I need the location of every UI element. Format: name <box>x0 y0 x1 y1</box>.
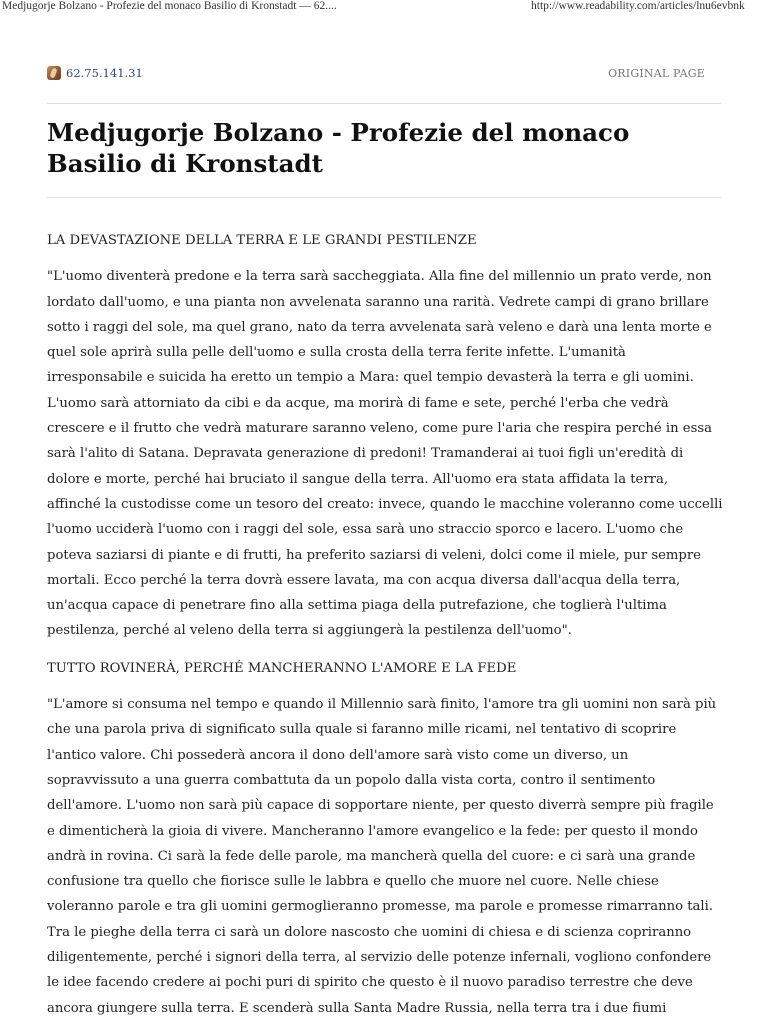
body-paragraph: "L'uomo diventerà predone e la terra sarà saccheggiata. Alla fine del millennio un prato verde, non lordato dall'uomo, e una pianta non avvelenata saranno una rarità. Vedrete campi di grano brillare sotto i raggi del sole, ma quel grano, nato da terra avvelenata sarà veleno e darà una lenta morte e quel sole aprirà sulla pelle dell'uomo e sulla crosta della terra ferite infette. L'umanità irresponsabile e suicida ha eretto un tempio a Mara: quel tempio devasterà la terra e gli uomini. L'uomo sarà attorniato da cibi e da acque, ma morirà di fame e sete, perché l'erba che vedrà crescere e il frutto che vedrà maturare saranno veleno, come pure l'aria che respira perché in essa sarà l'alito di Satana. Depravata generazione di predoni! Tramanderai ai tuoi figli un'eredità di dolore e morte, perché hai bruciato il sangue della terra. All'uomo era stata affidata la terra, affinché la custodisse come un tesoro del creato: invece, quando le macchine voleranno come uccelli l'uomo ucciderà l'uomo con i raggi del sole, essa sarà uno straccio sporco e lacero. L'uomo che poteva saziarsi di piante e di frutti, ha preferito saziarsi di veleni, dolci come il miele, pur sempre mortali. Ecco perché la terra dovrà essere lavata, ma con acqua diversa dall'acqua della terra, un'acqua capace di penetrare fino alla settima piaga della putrefazione, che toglierà l'ultima pestilenza, perché al veleno della terra si aggiungerà la pestilenza dell'uomo". <box>47 269 723 639</box>
title-divider <box>47 197 721 198</box>
byline <box>47 66 143 80</box>
print-header <box>0 0 768 14</box>
print-header-title: Medjugorje Bolzano - Profezie del monaco Basilio di Kronstadt — 62.... <box>2 0 337 12</box>
print-header-url: http://www.readability.com/articles/lnu6evbnk <box>531 0 745 12</box>
author-link[interactable]: 62.75.141.31 <box>66 66 143 80</box>
article-body <box>47 228 723 1024</box>
body-paragraph: "L'amore si consuma nel tempo e quando il Millennio sarà finito, l'amore tra gli uomini non sarà più che una parola priva di significato sulla quale si faranno mille ricami, nel tentativo di scoprire l'antico valore. Chi possederà ancora il dono dell'amore sarà visto come un diverso, un sopravvissuto a una guerra combattuta da un popolo dalla vista corta, contro il sentimento dell'amore. L'uomo non sarà più capace di sopportare niente, per questo diverrà sempre più fragile e dimenticherà la gioia di vivere. Mancheranno l'amore evangelico e la fede: per questo il mondo andrà in rovina. Ci sarà la fede delle parole, ma mancherà quella del cuore: e ci sarà una grande confusione tra quello che fiorisce sulle le labbra e quello che muore nel cuore. Nelle chiese voleranno parole e tra gli uomini germoglieranno promesse, ma parole e promesse rimarranno tali. Tra le pieghe della terra ci sarà un dolore nascosto che uomini di chiesa e di scienza copriranno diligentemente, perché i signori della terra, al servizio delle potenze infernali, vogliono confondere le idee facendo credere ai pochi puri di spirito che questo è il nuovo paradiso terrestre che deve ancora giungere sulla terra. E scenderà sulla Santa Madre Russia, nella terra tra i due fiumi <box>47 697 717 1016</box>
original-page-link[interactable]: ORIGINAL PAGE <box>608 67 705 80</box>
section-heading: TUTTO ROVINERÀ, PERCHÉ MANCHERANNO L'AMORE E LA FEDE <box>47 660 517 676</box>
article-meta-row <box>47 66 721 84</box>
section-heading: LA DEVASTAZIONE DELLA TERRA E LE GRANDI PESTILENZE <box>47 233 477 248</box>
article-title: Medjugorje Bolzano - Profezie del monaco Basilio di Kronstadt <box>47 118 630 178</box>
top-divider <box>47 103 721 104</box>
author-avatar <box>47 66 61 80</box>
